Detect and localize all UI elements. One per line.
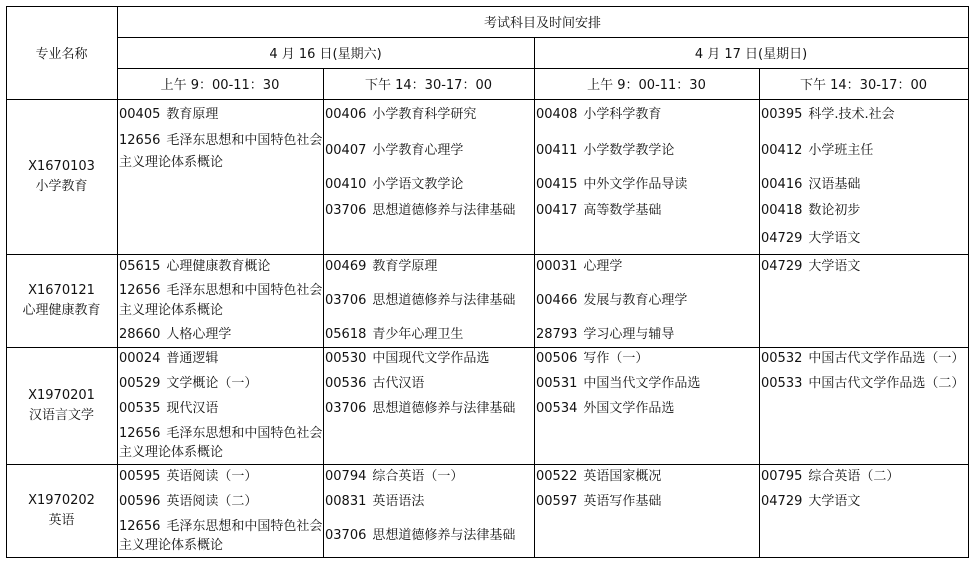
course-entry — [761, 200, 860, 222]
course-name: 文学概论（一） — [166, 376, 258, 391]
course-name: 毛泽东思想和中国特色社会 — [166, 283, 323, 298]
course-entry — [761, 348, 964, 370]
course-code: 12656 — [119, 519, 161, 534]
course-name: 高等数学基础 — [583, 203, 662, 218]
course-entry — [536, 348, 648, 370]
course-entry — [325, 140, 463, 162]
course-entry — [536, 256, 622, 278]
header-d1-morning: 上午 9：00-11：30 — [160, 78, 280, 93]
course-name: 大学语文 — [808, 494, 861, 509]
course-entry — [325, 373, 424, 395]
course-entry — [325, 491, 424, 513]
course-code: 00411 — [536, 143, 578, 158]
course-name: 发展与教育心理学 — [583, 293, 688, 308]
course-entry — [119, 348, 218, 370]
course-name: 思想道德修养与法律基础 — [372, 401, 516, 416]
course-entry — [325, 348, 489, 370]
course-name: 中国古代文学作品选（一） — [808, 351, 965, 366]
course-entry — [325, 466, 463, 488]
course-name: 毛泽东思想和中国特色社会 — [166, 133, 323, 148]
course-name: 普通逻辑 — [166, 351, 219, 366]
course-code: 12656 — [119, 283, 161, 298]
header-d2-morning: 上午 9：00-11：30 — [587, 78, 706, 93]
header-major-name: 专业名称 — [35, 47, 88, 62]
course-code: 00597 — [536, 494, 578, 509]
major-code: X1670121 — [28, 282, 95, 298]
course-code: 00795 — [761, 469, 803, 484]
course-name: 写作（一） — [583, 351, 649, 366]
course-entry — [119, 104, 218, 126]
course-name: 数论初步 — [808, 203, 861, 218]
course-name-continued: 主义理论体系概论 — [119, 155, 224, 170]
course-entry — [119, 280, 322, 302]
course-entry — [119, 491, 257, 513]
course-code: 00595 — [119, 469, 161, 484]
course-name-continued: 主义理论体系概论 — [119, 445, 224, 460]
course-entry — [325, 256, 437, 278]
course-code: 00532 — [761, 351, 803, 366]
course-code: 05618 — [325, 327, 367, 342]
course-name: 思想道德修养与法律基础 — [372, 293, 516, 308]
course-name: 小学语文教学论 — [372, 177, 464, 192]
course-code: 00408 — [536, 107, 578, 122]
course-code: 04729 — [761, 259, 803, 274]
course-code: 03706 — [325, 293, 367, 308]
course-name: 现代汉语 — [166, 401, 219, 416]
course-name-continued: 主义理论体系概论 — [119, 303, 224, 318]
course-entry — [761, 228, 860, 250]
course-entry — [761, 491, 860, 513]
course-name: 思想道德修养与法律基础 — [372, 203, 516, 218]
course-code: 00530 — [325, 351, 367, 366]
course-code: 00412 — [761, 143, 803, 158]
course-code: 00407 — [325, 143, 367, 158]
course-entry — [536, 324, 674, 346]
course-name: 外国文学作品选 — [583, 401, 675, 416]
course-entry — [325, 525, 515, 547]
course-code: 00469 — [325, 259, 367, 274]
course-entry — [536, 174, 687, 196]
course-code: 00522 — [536, 469, 578, 484]
course-name: 心理学 — [583, 259, 623, 274]
course-entry — [325, 104, 476, 126]
course-code: 00531 — [536, 376, 578, 391]
course-name: 学习心理与辅导 — [583, 327, 675, 342]
course-entry — [325, 398, 515, 420]
course-entry — [536, 373, 700, 395]
course-name: 英语语法 — [372, 494, 425, 509]
course-code: 00405 — [119, 107, 161, 122]
course-entry — [119, 466, 257, 488]
course-entry — [119, 324, 231, 346]
course-name: 人格心理学 — [166, 327, 232, 342]
course-code: 28660 — [119, 327, 161, 342]
major-cell — [6, 254, 117, 347]
course-name: 中国古代文学作品选（二） — [808, 376, 965, 391]
course-entry — [536, 290, 687, 312]
course-name: 小学教育科学研究 — [372, 107, 477, 122]
course-code: 03706 — [325, 203, 367, 218]
course-name-continued: 主义理论体系概论 — [119, 538, 224, 553]
course-code: 03706 — [325, 528, 367, 543]
course-code: 00024 — [119, 351, 161, 366]
course-entry — [536, 398, 674, 420]
course-name: 综合英语（二） — [808, 469, 900, 484]
course-code: 12656 — [119, 426, 161, 441]
course-entry — [761, 373, 964, 395]
course-name: 毛泽东思想和中国特色社会 — [166, 426, 323, 441]
course-code: 00831 — [325, 494, 367, 509]
course-name: 思想道德修养与法律基础 — [372, 528, 516, 543]
course-code: 00506 — [536, 351, 578, 366]
course-entry — [536, 466, 661, 488]
header-d2-afternoon: 下午 14：30-17：00 — [800, 78, 927, 93]
course-code: 00596 — [119, 494, 161, 509]
course-entry — [536, 491, 661, 513]
course-name: 英语国家概况 — [583, 469, 662, 484]
course-name: 小学科学教育 — [583, 107, 662, 122]
course-code: 05615 — [119, 259, 161, 274]
course-name: 大学语文 — [808, 259, 861, 274]
course-code: 00536 — [325, 376, 367, 391]
course-code: 00535 — [119, 401, 161, 416]
course-entry — [761, 140, 873, 162]
course-code: 00406 — [325, 107, 367, 122]
course-name: 心理健康教育概论 — [166, 259, 271, 274]
course-code: 00416 — [761, 177, 803, 192]
course-entry — [761, 174, 860, 196]
course-entry — [119, 130, 322, 152]
header-d1-afternoon: 下午 14：30-17：00 — [365, 78, 492, 93]
major-code: X1970201 — [28, 387, 95, 403]
header-date-1: 4 月 16 日(星期六) — [269, 47, 382, 62]
major-name: 汉语言文学 — [28, 407, 94, 423]
course-entry — [536, 200, 661, 222]
course-code: 00395 — [761, 107, 803, 122]
course-entry — [761, 104, 895, 126]
course-name: 古代汉语 — [372, 376, 425, 391]
header-date-2: 4 月 17 日(星期日) — [694, 47, 808, 62]
course-name: 大学语文 — [808, 231, 861, 246]
course-name: 毛泽东思想和中国特色社会 — [166, 519, 323, 534]
course-code: 00417 — [536, 203, 578, 218]
header-title: 考试科目及时间安排 — [483, 16, 601, 31]
course-name: 中国当代文学作品选 — [583, 376, 701, 391]
course-entry — [536, 104, 661, 126]
major-cell — [6, 347, 117, 464]
course-code: 28793 — [536, 327, 578, 342]
course-code: 00533 — [761, 376, 803, 391]
course-entry — [325, 200, 515, 222]
course-name: 小学数学教学论 — [583, 143, 675, 158]
course-name: 中国现代文学作品选 — [372, 351, 490, 366]
course-code: 00534 — [536, 401, 578, 416]
course-name: 小学教育心理学 — [372, 143, 464, 158]
course-entry — [119, 256, 270, 278]
course-entry — [325, 290, 515, 312]
course-name: 科学.技术.社会 — [808, 107, 895, 122]
course-code: 00031 — [536, 259, 578, 274]
course-name: 英语写作基础 — [583, 494, 662, 509]
course-name: 教育原理 — [166, 107, 219, 122]
course-name: 英语阅读（二） — [166, 494, 258, 509]
course-name: 小学班主任 — [808, 143, 874, 158]
major-code: X1670103 — [28, 158, 95, 174]
course-code: 00794 — [325, 469, 367, 484]
course-code: 00466 — [536, 293, 578, 308]
course-code: 12656 — [119, 133, 161, 148]
course-code: 04729 — [761, 494, 803, 509]
course-name: 青少年心理卫生 — [372, 327, 464, 342]
course-code: 00415 — [536, 177, 578, 192]
course-entry — [119, 398, 218, 420]
course-code: 00410 — [325, 177, 367, 192]
course-code: 03706 — [325, 401, 367, 416]
major-cell — [6, 99, 117, 254]
course-entry — [761, 466, 899, 488]
course-name: 教育学原理 — [372, 259, 438, 274]
course-name: 汉语基础 — [808, 177, 861, 192]
course-entry — [119, 373, 257, 395]
course-name: 英语阅读（一） — [166, 469, 258, 484]
major-cell — [6, 464, 117, 557]
course-code: 04729 — [761, 231, 803, 246]
major-name: 英语 — [48, 512, 75, 528]
course-name: 中外文学作品导读 — [583, 177, 688, 192]
course-entry — [536, 140, 674, 162]
course-code: 00418 — [761, 203, 803, 218]
major-code: X1970202 — [28, 492, 95, 508]
course-entry — [325, 324, 463, 346]
course-code: 00529 — [119, 376, 161, 391]
course-name: 综合英语（一） — [372, 469, 464, 484]
course-entry — [761, 256, 860, 278]
course-entry — [325, 174, 463, 196]
major-name: 心理健康教育 — [22, 302, 101, 318]
major-name: 小学教育 — [35, 178, 88, 194]
